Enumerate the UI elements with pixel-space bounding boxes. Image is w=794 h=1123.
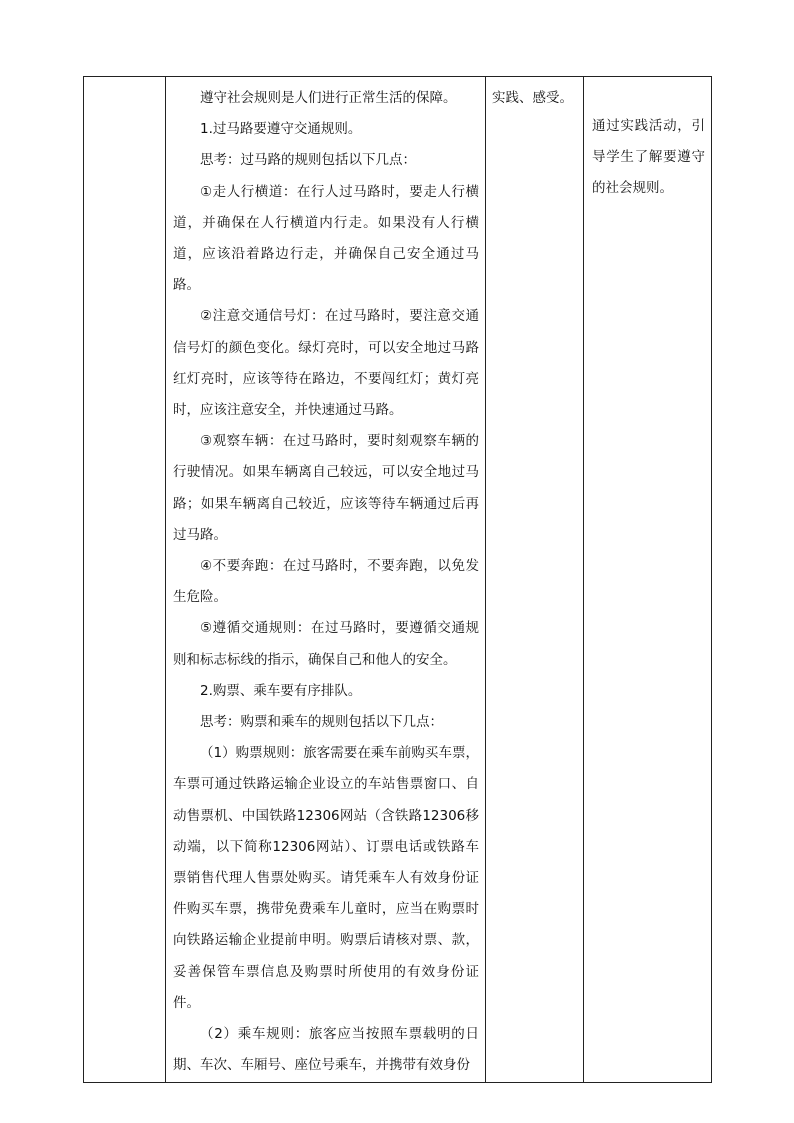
table-row [84, 77, 712, 1083]
content-paragraph: ⑤遵循交通规则：在过马路时，要遵循交通规则和标志标线的指示，确保自己和他人的安全。 [173, 620, 479, 668]
content-paragraph: ④不要奔跑：在过马路时，不要奔跑，以免发生危险。 [173, 558, 479, 606]
method-text: 实践、感受。 [492, 90, 573, 106]
design-intent-cell [584, 77, 712, 1083]
content-paragraph: 思考：过马路的规则包括以下几点： [200, 152, 416, 169]
content-paragraph: 2.购票、乘车要有序排队。 [200, 682, 362, 699]
content-paragraph: ③观察车辆：在过马路时，要时刻观察车辆的行驶情况。如果车辆离自己较远，可以安全地过马路；如果车辆离自己较近，应该等待车辆通过后再过马路。 [173, 433, 479, 543]
teaching-method-cell [486, 77, 584, 1083]
content-paragraph: 思考：购票和乘车的规则包括以下几点： [200, 714, 443, 731]
content-paragraph: ②注意交通信号灯：在过马路时，要注意交通信号灯的颜色变化。绿灯亮时，可以安全地过马路红灯亮时，应该等待在路边，不要闯红灯；黄灯亮时，应该注意安全，并快速通过马路。 [173, 308, 479, 419]
intent-text: 通过实践活动，引导学生了解要遵守的社会规则。 [592, 118, 705, 196]
content-paragraph: ①走人行横道：在行人过马路时，要走人行横道，并确保在人行横道内行走。如果没有人行横道，应该沿着路边行走，并确保自己安全通过马路。 [173, 183, 479, 294]
content-paragraph: 遵守社会规则是人们进行正常生活的保障。 [200, 90, 457, 106]
teaching-content-cell [166, 77, 486, 1083]
content-paragraph: （2）乘车规则：旅客应当按照车票载明的日期、车次、车厢号、座位号乘车，并携带有效身份 [173, 1026, 479, 1074]
content-paragraph: 1.过马路要遵守交通规则。 [200, 121, 362, 138]
content-paragraph: （1）购票规则：旅客需要在乘车前购买车票，车票可通过铁路运输企业设立的车站售票窗口、自动售票机、中国铁路12306网站（含铁路12306移动端，以下简称12306网站）、订票电话或铁路车票销售代理人售票处购买。请凭乘车人有效身份证件购买车票，携带免费乘车儿童时，应当在购票时向铁路运输企业提前申明。购票后请核对票、款，妥善保管车票信息及购票时所使用的有效身份证件。 [173, 745, 479, 1011]
lesson-plan-table [83, 76, 712, 1083]
stage-cell [84, 77, 166, 1083]
